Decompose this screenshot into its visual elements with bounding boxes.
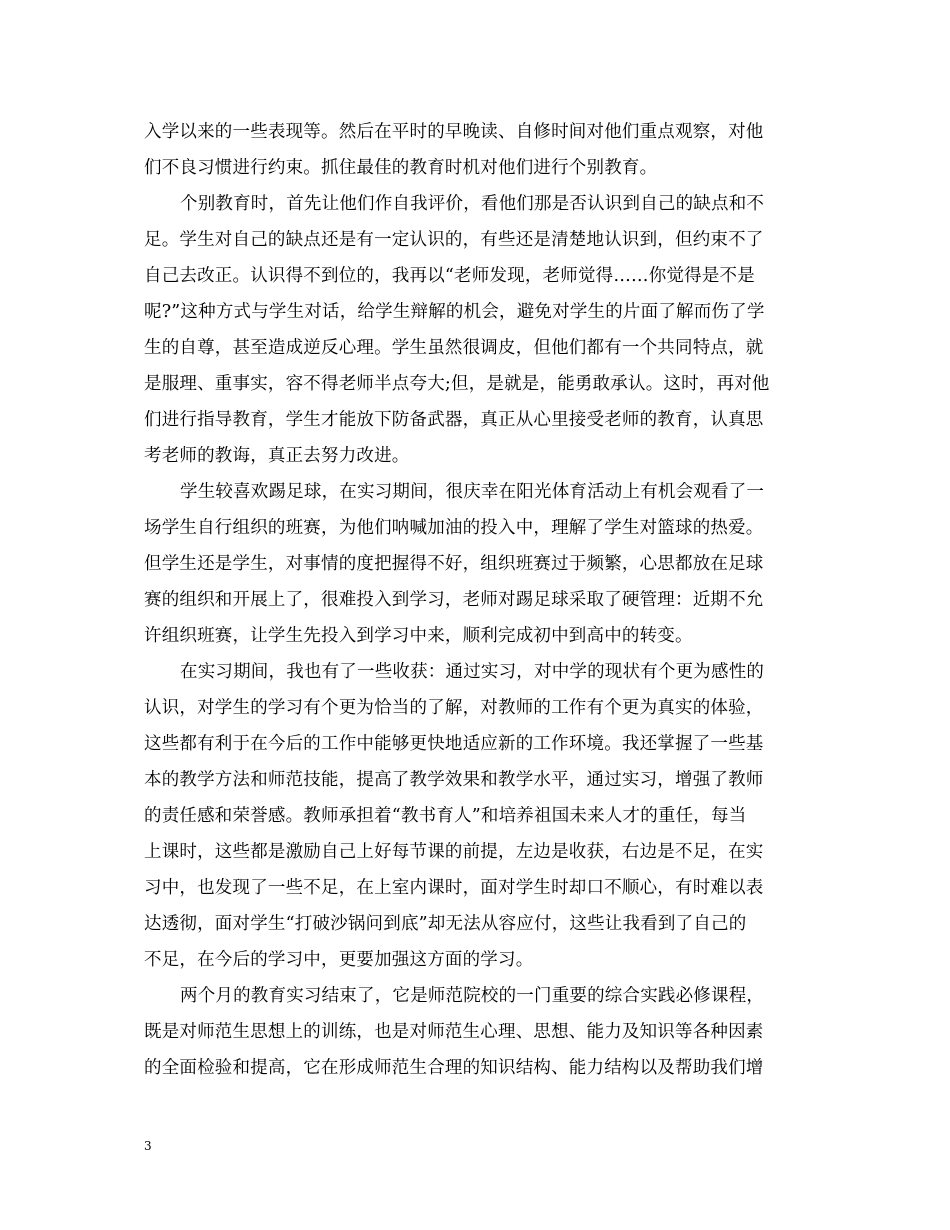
text-line: 上课时，这些都是激励自己上好每节课的前提，左边是收获，右边是不足，在实 [144,842,764,862]
text-line: 个别教育时，首先让他们作自我评价，看他们那是否认识到自己的缺点和不 [180,194,765,214]
text-line: 足。学生对自己的缺点还是有一定认识的，有些还是清楚地认识到，但约束不了 [144,230,764,250]
text-line: 本的教学方法和师范技能，提高了教学效果和教学水平，通过实习，增强了教师 [144,770,764,790]
text-line: 达透彻，面对学生“打破沙锅问到底”却无法从容应付，这些让我看到了自己的 [144,914,747,934]
text-line: 但学生还是学生，对事情的度把握得不好，组织班赛过于频繁，心思都放在足球 [144,554,764,574]
text-line: 既是对师范生思想上的训练，也是对师范生心理、思想、能力及知识等各种因素 [144,1022,764,1042]
text-line: 许组织班赛，让学生先投入到学习中来，顺利完成初中到高中的转变。 [144,626,693,646]
text-line: 赛的组织和开展上了，很难投入到学习，老师对踢足球采取了硬管理：近期不允 [144,590,764,610]
text-line: 自己去改正。认识得不到位的，我再以“老师发现，老师觉得……你觉得是不是 [144,266,755,286]
page-number: 3 [144,1139,152,1153]
text-line: 的责任感和荣誉感。教师承担着“教书育人”和培养祖国未来人才的重任，每当 [144,806,747,826]
text-line: 们进行指导教育，学生才能放下防备武器，真正从心里接受老师的教育，认真思 [144,410,764,430]
text-line: 学生较喜欢踢足球，在实习期间，很庆幸在阳光体育活动上有机会观看了一 [180,482,765,502]
text-line: 认识，对学生的学习有个更为恰当的了解，对教师的工作有个更为真实的体验， [144,698,764,718]
text-line: 两个月的教育实习结束了，它是师范院校的一门重要的综合实践必修课程， [180,986,765,1006]
text-line: 入学以来的一些表现等。然后在平时的早晚读、自修时间对他们重点观察，对他 [144,122,764,142]
text-line: 场学生自行组织的班赛，为他们呐喊加油的投入中，理解了学生对篮球的热爱。 [144,518,764,538]
text-line: 是服理、重事实，容不得老师半点夸大;但，是就是，能勇敢承认。这时，再对他 [144,374,770,394]
text-line: 的全面检验和提高，它在形成师范生合理的知识结构、能力结构以及帮助我们增 [144,1058,764,1078]
text-line: 在实习期间，我也有了一些收获：通过实习，对中学的现状有个更为感性的 [180,662,765,682]
text-line: 这些都有利于在今后的工作中能够更快地适应新的工作环境。我还掌握了一些基 [144,734,764,754]
text-line: 呢?”这种方式与学生对话，给学生辩解的机会，避免对学生的片面了解而伤了学 [144,302,765,322]
text-line: 考老师的教诲，真正去努力改进。 [144,446,410,466]
text-line: 不足，在今后的学习中，更要加强这方面的学习。 [144,950,534,970]
text-line: 们不良习惯进行约束。抓住最佳的教育时机对他们进行个别教育。 [144,158,658,178]
text-line: 生的自尊，甚至造成逆反心理。学生虽然很调皮，但他们都有一个共同特点，就 [144,338,764,358]
body-text [144,114,808,1086]
text-line: 习中，也发现了一些不足，在上室内课时，面对学生时却口不顺心，有时难以表 [144,878,764,898]
